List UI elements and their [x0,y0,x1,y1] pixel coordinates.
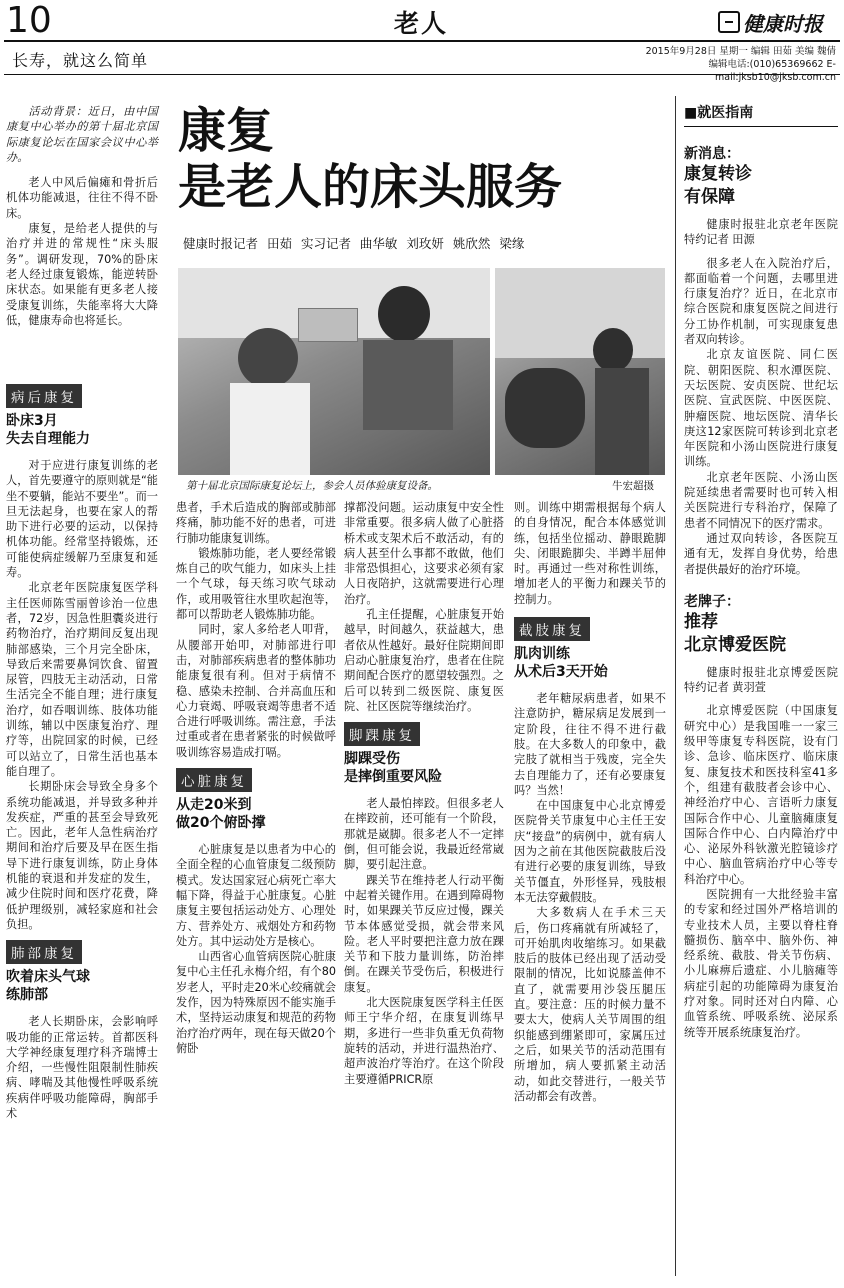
paragraph: 长期卧床会导致全身多个系统功能减退，并导致多种并发疾症，严重的甚至会导致死亡。因此，老年人急性病治疗期间和治疗后要及早在医生指导下进行康复训练，防止身体机能的衰退和并发症的发生，减少住院时间和医疗花费，降低护理级别，减轻家庭和社会负担。 [6,780,158,931]
paragraph: 通过双向转诊，各医院互通有无，发挥自身优势，给患者提供最好的治疗环境。 [684,531,838,576]
subheading-line: 从术后3天开始 [514,664,608,681]
news-byline: 健康时报驻北京老年医院特约记者 田源 [684,218,838,247]
paragraph: 老年糖尿病患者，如果不注意防护，糖尿病足发展到一定阶段，往往不得不进行截肢。在大多数人的印象中，截完肢了就相当于残废，完全失去自理能力了，还有必要康复吗？当然！ [514,692,666,797]
brand-byline: 健康时报驻北京博爱医院特约记者 黄羽萱 [684,665,838,695]
brand-label: 老牌子： [684,593,740,610]
forum-photo-right [495,268,665,475]
paragraph: 患者，手术后造成的胸部或肺部疼痛，肺功能不好的患者，可进行肺功能康复训练。 [176,501,336,545]
column-4 [514,500,666,1104]
subheading-line: 肌肉训练 [514,646,570,663]
headline [178,103,562,215]
byline: 健康时报记者 田茹 实习记者 曲华敏 刘玫妍 姚欣然 梁缘 [183,236,525,251]
paragraph: 山西省心血管病医院心脏康复中心主任孔永梅介绍，有个80岁老人，平时走20米心绞痛就会发作，因为特殊原因不能实施手术，坚持运动康复和规范的药物治疗治疗两年，现在每天做20个俯卧 [176,950,336,1055]
paragraph: 老人最怕摔跤。但很多老人在摔跤前，还可能有一个阶段，那就是崴脚。很多老人不一定摔倒，但可能会说，我最近经常崴脚，要引起注意。 [344,797,504,872]
paragraph: 医院拥有一大批经验丰富的专家和经过国外严格培训的专业技术人员，主要以脊柱脊髓损伤、脑卒中、脑外伤、神经系统、截肢、骨关节伤病、小儿麻痹后遗症、小儿脑瘫等病症引起的功能障碍为康复治疗对象。同时还对白内障、心血管系统、呼吸系统、泌尿系统等开展系统康复治疗。 [684,887,838,1039]
subheading [514,645,666,681]
subheading-line: 脚踝受伤 [344,751,400,768]
paragraph: 北京友谊医院、同仁医院、朝阳医院、积水潭医院、天坛医院、安贞医院、世纪坛医院、宣武医院、中医医院、肿瘤医院、地坛医院、清华长庚这12家医院可转诊到北京老年医院和小汤山医院进行康复训练。 [684,348,838,469]
intro [6,104,158,328]
headline-line2: 是老人的床头服务 [178,159,563,215]
section-tag: 截肢康复 [514,617,590,641]
header-meta [590,45,836,84]
paragraph: 很多老人在入院治疗后，都面临着一个问题，去哪里进行康复治疗？近日，在北京市综合医院和康复医院之间进行分工协作机制，可实现康复患者双向转诊。 [684,256,838,347]
meta-contact: 编辑电话:(010)65369662 E-mail:jksb10@jksb.com.cn [708,59,836,83]
section-tag: 心脏康复 [176,768,252,792]
sidebar-tag: ■就医指南 [684,102,838,127]
paragraph: 北京老年医院、小汤山医院延续患者需要时也可转入相关医院进行专科治疗，保障了患者不同情况下的医疗需求。 [684,470,838,530]
paragraph: 孔主任提醒，心脏康复开始越早，时间越久，获益越大，患者依从性越好。最好住院期间即启动心脏康复治疗，患者在住院期间配合医疗的愿望较强烈。之后可以转到二级医院、康复医院、社区医院等继续治疗。 [344,608,504,713]
paragraph: 心脏康复是以患者为中心的全面全程的心血管康复二级预防模式。发达国家冠心病死亡率大幅下降，得益于心脏康复。心脏康复主要包括运动处方、心理处方、营养处方、戒烟处方和药物处方。其中运动处方是核心。 [176,843,336,948]
sidebar-divider [675,96,676,1276]
headline-line: 推荐 [684,611,718,632]
section-tag: 病后康复 [6,384,82,408]
paragraph: 老人长期卧床，会影响呼吸功能的正常运转。首都医科大学神经康复理疗科齐瑞博士介绍，一些慢性阻限制性肺疾病、哮喘及其他慢性呼吸系统疾病伴呼吸功能障碍，胸部手术 [6,1015,158,1120]
page-number: 10 [6,0,52,41]
column-2 [176,500,336,1056]
logo-icon [718,11,740,33]
subheading-line: 是摔倒重要风险 [344,769,442,786]
section-tag: 脚踝康复 [344,722,420,746]
headline-line1: 康复 [178,103,275,159]
paragraph: 对于应进行康复训练的老人，首先要遵守的原则就是“能坐不要躺，能站不要坐”。而一旦无法起身，也要在家人的帮助下进行必要的运动，以保持机体功能。经常坚持锻炼，还可能使病症缓解乃至康复和延寿。 [6,459,158,580]
column-3 [344,500,504,1087]
subheading-line: 失去自理能力 [6,431,90,447]
intro-text: 老人中风后偏瘫和骨折后机体功能减退，往往不得不卧床。 [6,176,158,220]
intro-text: 康复，是给老人提供的与治疗并进的常规性“床头服务”。调研发现，70%的卧床老人经过康复锻炼，能逆转卧床状态。如果能有更多老人接受康复训练，失能率将大大降低，健康寿命也将延长。 [6,222,158,327]
photo-caption: 第十届北京国际康复论坛上，参会人员体验康复设备。 [186,480,438,492]
sidebar [684,102,838,1040]
paragraph: 同时，家人多给老人叩背，从腰部开始叩，对肺部进行叩击，对肺部疾病患者的整体肺功能康复很有利。但对于病情不稳、感染未控制、合并高血压和心力衰竭、呼吸衰竭等患者不适合进行呼吸训练。需注意，手法过重或者在患者紧张的时候做呼吸训练容易造成打嗝。 [176,623,336,759]
column-1 [6,384,158,1121]
meta-date-editor: 2015年9月28日 星期一 编辑 田茹 美编 魏倩 [645,46,836,57]
paragraph: 则。训练中期需根据每个病人的自身情况，配合本体感觉训练，包括坐位摇动、静眼跪脚尖、闭眼跪脚尖、半蹲半屈伸时。再通过一些对称性训练，增加老人的平衡力和踝关节的控制力。 [514,501,666,606]
paper-logo [718,8,823,36]
forum-photo-left [178,268,490,475]
intro-background: 活动背景：近日，由中国康复中心举办的第十届北京国际康复论坛在国家会议中心举办。 [6,105,158,164]
subheading [6,968,158,1004]
paragraph: 北京博爱医院（中国康复研究中心）是我国唯一一家三级甲等康复专科医院，设有门诊、急诊、临床医疗、临床康复、康复技术和医技科室41多个，组建有截肢者会诊中心、神经治疗中心、言语听力康复国际合作中心、儿童脑瘫康复国际合作中心、白内障治疗中心、泌尿外科钬激光腔镜诊疗中心、脑血管病治疗中心等专科治疗中心。 [684,704,838,886]
news-label: 新消息： [684,146,740,162]
paragraph: 锻炼肺功能，老人要经常锻炼自己的吹气能力，如床头上挂一个气球，每天练习吹气球动作，或用吸管往水里吹起泡等，都可以帮助老人锻炼肺功能。 [176,546,336,622]
photo-credit: 牛宏超摄 [612,480,654,492]
news-headline [684,163,838,209]
subheading-line: 卧床3月 [6,413,58,429]
brand-headline [684,611,838,657]
paragraph: 北京老年医院康复医学科主任医师陈雪丽曾诊治一位患者，72岁，因急性胆囊炎进行药物治疗，治疗期间反复出现肺部感染，三个月完全卧床，导致后来需要鼻饲饮食、留置尿管，四肢无主动活动，日常生活完全不能自理；进行康复治疗，如吞咽训练、肢体功能训练，辅以中医康复治疗、理疗等，出院回家的时候，已经可以站立了，日常生活也基本能自理了。 [6,581,158,778]
logo-text: 健康时报 [743,11,823,36]
subheading [344,750,504,786]
header-rule [4,40,840,42]
paragraph: 撑都没问题。运动康复中安全性非常重要。很多病人做了心脏搭桥术或支架术后不敢活动，有的病人甚至什么事都不敢做，他们非常恐惧担心，这要求必须有家人日夜陪护，这就需要进行心理治疗。 [344,501,504,606]
headline-line: 康复转诊 [684,164,752,184]
paragraph: 踝关节在维持老人行动平衡中起着关键作用。在遇到障碍物时，如果踝关节反应过慢，踝关节本体感觉受损，就会带来风险。老人平时要把注意力放在踝关节和下肢力量训练，防治摔倒。在踝关节受伤后，积极进行康复。 [344,873,504,994]
headline-line: 有保障 [684,187,735,207]
subheading [6,412,158,448]
headline-line: 北京博爱医院 [684,634,786,655]
paragraph: 大多数病人在手术三天后，伤口疼痛就有所减轻了，可开始肌肉收缩练习。如果截肢后的肢体已经出现了活动受限制的情况，比如说膝盖伸不直了，就需要用沙袋压腿压直。要注意：压的时候力量不要太大，使病人关节周围的组织能感到绷紧即可，家属压过之后，如果关节的活动范围有所增加，病人要抓紧主动活动，如此交替进行，一般关节活动都会有改善。 [514,906,666,1103]
slogan: 长寿，就这么简单 [12,51,149,70]
section-title: 老人 [394,9,449,38]
paragraph: 北大医院康复医学科主任医师王宁华介绍，在康复训练早期，多进行一些非负重无负荷物旋转的活动，并进行温热治疗、超声波治疗等治疗。在这个阶段主要遵循PRICR原 [344,996,504,1086]
section-tag: 肺部康复 [6,940,82,964]
subheading-line: 从走20米到 [176,797,252,814]
subheading-line: 做20个俯卧撑 [176,815,266,832]
subheading [176,796,336,832]
subheading-line: 吹着床头气球 [6,969,90,986]
header-rule-2 [4,74,840,75]
subheading-line: 练肺部 [6,987,48,1004]
paragraph: 在中国康复中心北京博爱医院骨关节康复中心主任王安庆“接盘”的病例中，就有病人因为之前在其他医院截肢后没有进行必要的康复训练，导致关节僵直，外形怪异，残肢根本无法穿戴假肢。 [514,799,666,904]
